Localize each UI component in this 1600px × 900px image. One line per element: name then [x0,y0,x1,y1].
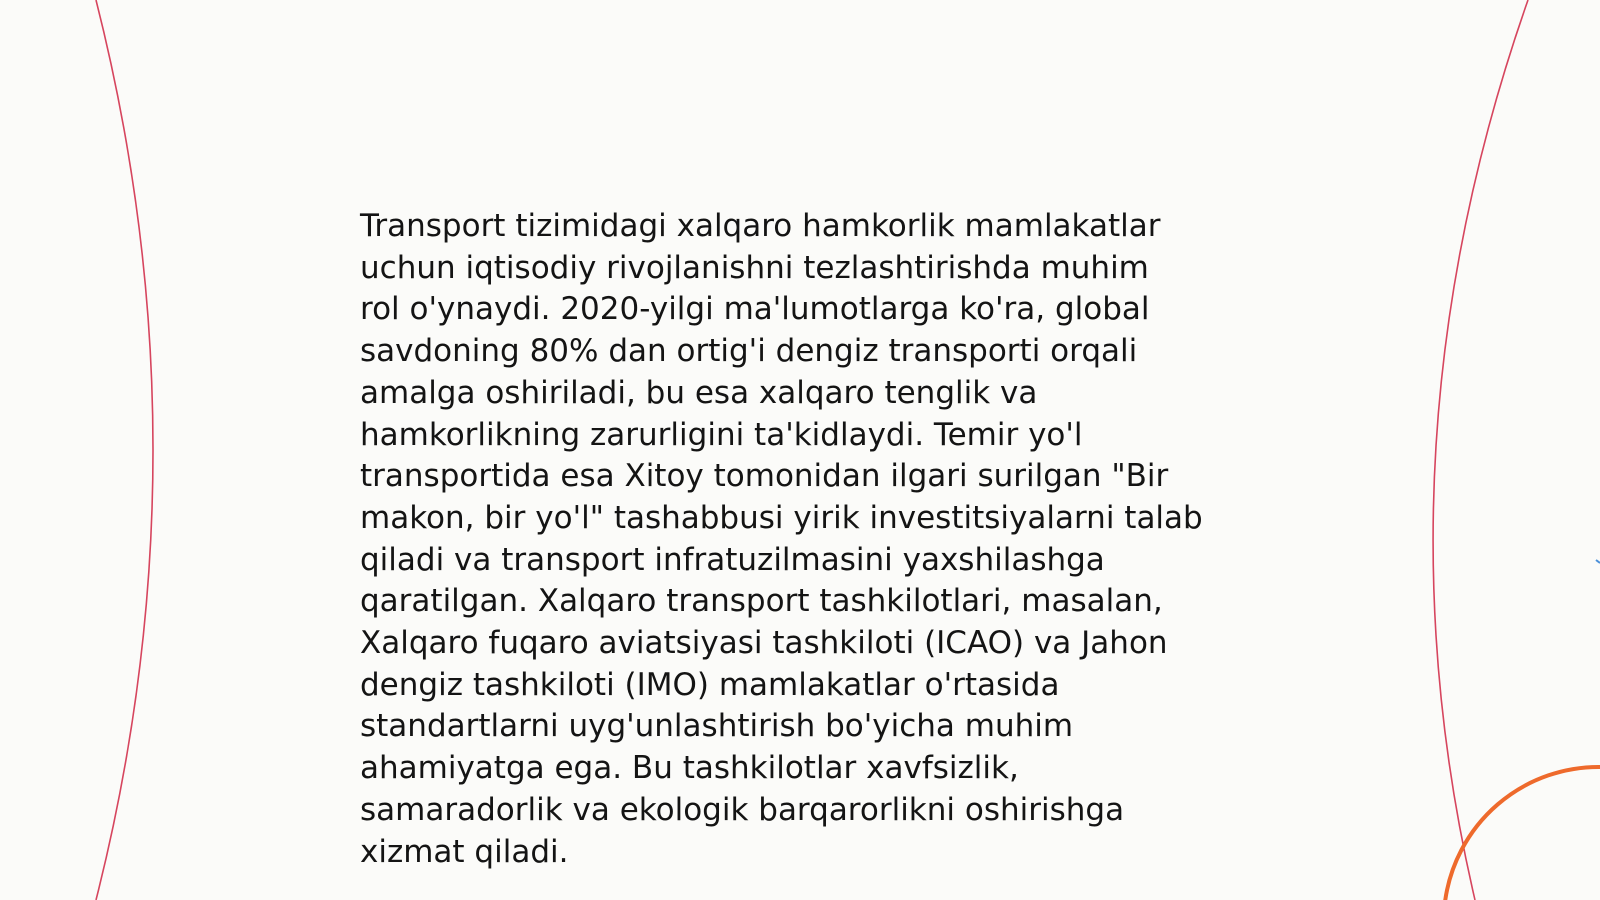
body-paragraph: Transport tizimidagi xalqaro hamkorlik mamlakatlar uchun iqtisodiy rivojlanishni tezlashtirishda muhim rol o'ynaydi. 2020-yilgi ma'lumotlarga ko'ra, global savdoning 80% dan ortig'i dengiz transporti orqali amalga oshiriladi, bu esa xalqaro tenglik va hamkorlikning zarurligini ta'kidlaydi. Temir yo'l transportida esa Xitoy tomonidan ilgari surilgan "Bir makon, bir yo'l" tashabbusi yirik investitsiyalarni talab qiladi va transport infratuzilmasini yaxshilashga qaratilgan. Xalqaro transport tashkilotlari, masalan, Xalqaro fuqaro aviatsiyasi tashkiloti (ICAO) va Jahon dengiz tashkiloti (IMO) mamlakatlar o'rtasida standartlarni uyg'unlashtirish bo'yicha muhim ahamiyatga ega. Bu tashkilotlar xavfsizlik, samaradorlik va ekologik barqarorlikni oshirishga xizmat qiladi. [360,208,1203,870]
right-curve [1433,0,1528,900]
left-curve [96,0,153,900]
accent-arc [1445,767,1600,900]
right-edge-mark [1596,560,1600,563]
